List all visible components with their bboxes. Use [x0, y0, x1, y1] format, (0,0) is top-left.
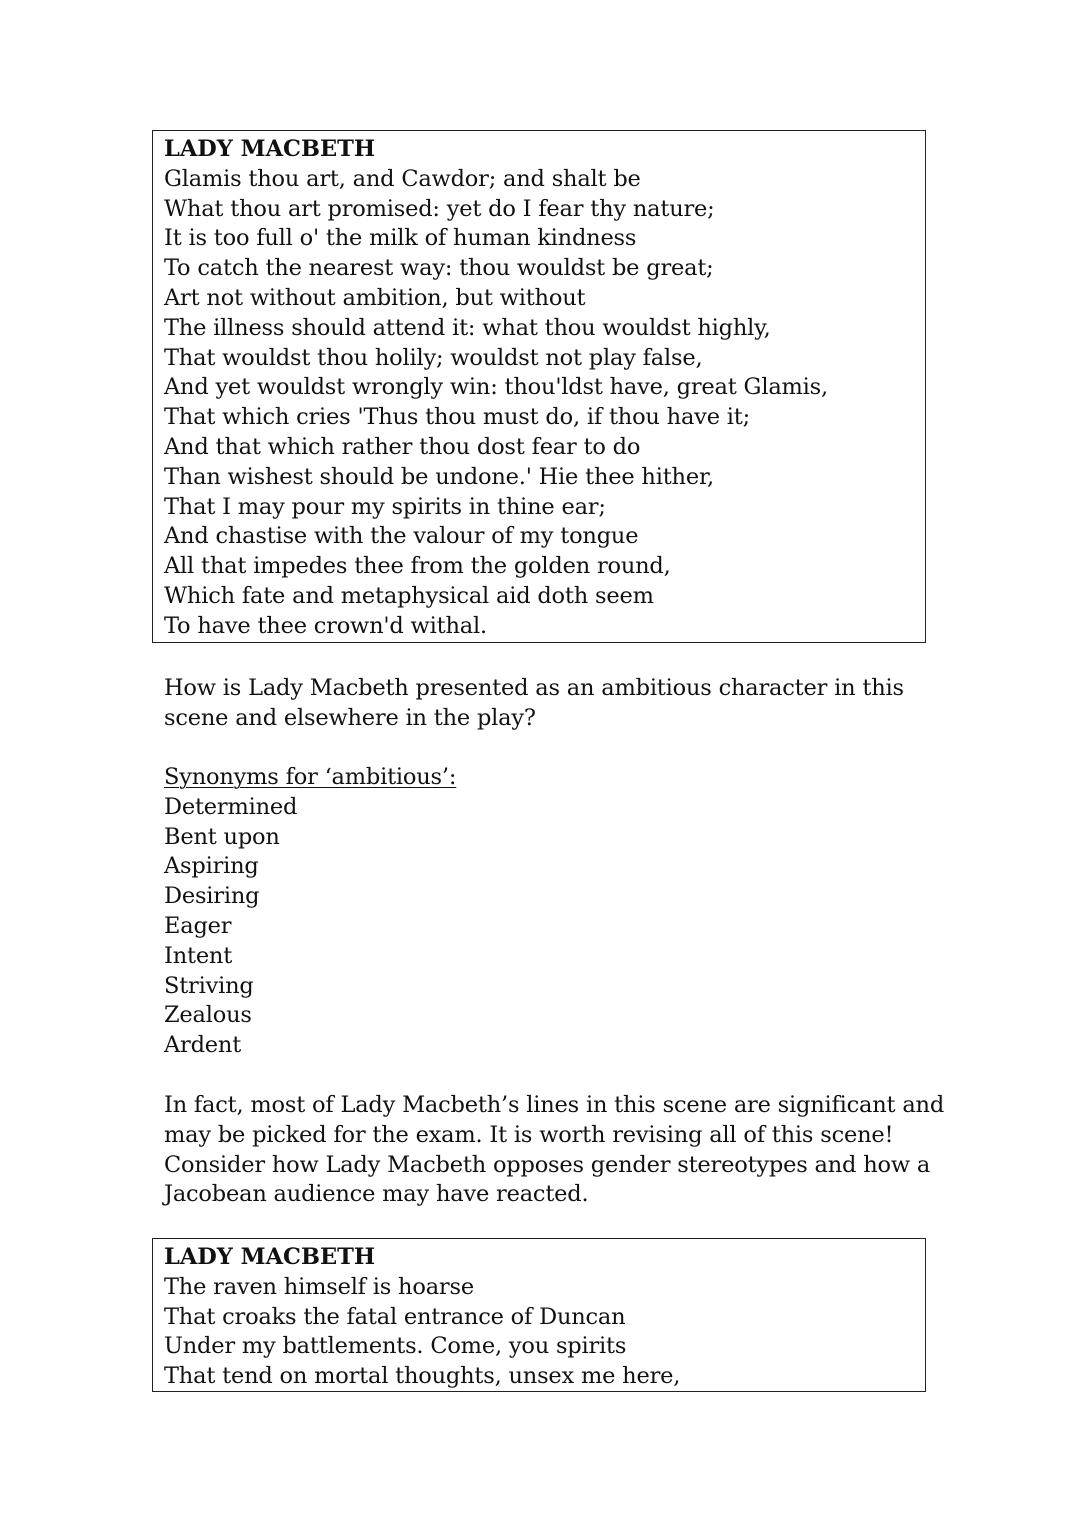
verse-line: That tend on mortal thoughts, unsex me here,	[164, 1363, 681, 1390]
extract-box-1	[152, 130, 926, 643]
verse-line: To have thee crown'd withal.	[164, 612, 487, 639]
verse-line: And chastise with the valour of my tongue	[164, 523, 639, 550]
synonym-item: Bent upon	[164, 823, 280, 850]
synonym-item: Eager	[164, 912, 232, 939]
verse-line: The illness should attend it: what thou wouldst highly,	[164, 314, 771, 341]
synonyms-heading: Synonyms for ‘ambitious’:	[164, 764, 457, 790]
verse-line: Glamis thou art, and Cawdor; and shalt be	[164, 165, 641, 192]
verse-line: That I may pour my spirits in thine ear;	[164, 493, 606, 520]
verse-line: It is too full o' the milk of human kindness	[164, 225, 637, 252]
note-line: Consider how Lady Macbeth opposes gender stereotypes and how a	[164, 1151, 931, 1178]
verse-line: Than wishest should be undone.' Hie thee hither,	[164, 463, 714, 490]
verse-line: Art not without ambition, but without	[164, 284, 586, 311]
extract-box-2	[152, 1238, 926, 1392]
synonym-item: Ardent	[164, 1032, 242, 1059]
question-line: scene and elsewhere in the play?	[164, 704, 536, 731]
speaker-name: LADY MACBETH	[164, 1244, 376, 1270]
synonym-item: Aspiring	[164, 853, 259, 880]
note-line: In fact, most of Lady Macbeth’s lines in this scene are significant and	[164, 1092, 945, 1118]
question-line: How is Lady Macbeth presented as an ambitious character in this	[164, 675, 904, 701]
synonym-item: Zealous	[164, 1002, 252, 1029]
note-line: Jacobean audience may have reacted.	[164, 1181, 589, 1208]
verse-line: To catch the nearest way: thou wouldst be great;	[164, 255, 714, 282]
revision-note	[164, 1091, 945, 1210]
verse-line: That wouldst thou holily; wouldst not play false,	[164, 344, 703, 371]
speaker-name: LADY MACBETH	[164, 136, 376, 162]
verse-line: What thou art promised: yet do I fear thy nature;	[164, 195, 715, 222]
synonym-item: Striving	[164, 972, 254, 999]
verse-line: All that impedes thee from the golden round,	[164, 553, 671, 580]
synonym-item: Intent	[164, 942, 233, 969]
verse-line: Which fate and metaphysical aid doth seem	[164, 582, 654, 609]
verse-line: Under my battlements. Come, you spirits	[164, 1333, 627, 1360]
synonyms-list	[164, 763, 924, 1061]
synonym-item: Determined	[164, 793, 298, 820]
verse-line: And that which rather thou dost fear to do	[164, 433, 641, 460]
synonym-item: Desiring	[164, 883, 260, 910]
note-line: may be picked for the exam. It is worth revising all of this scene!	[164, 1121, 894, 1148]
verse-line: The raven himself is hoarse	[164, 1273, 474, 1300]
verse-line: That croaks the fatal entrance of Duncan	[164, 1303, 626, 1330]
exam-question	[164, 674, 924, 734]
verse-line: And yet wouldst wrongly win: thou'ldst have, great Glamis,	[164, 374, 828, 401]
verse-line: That which cries 'Thus thou must do, if thou have it;	[164, 404, 750, 431]
